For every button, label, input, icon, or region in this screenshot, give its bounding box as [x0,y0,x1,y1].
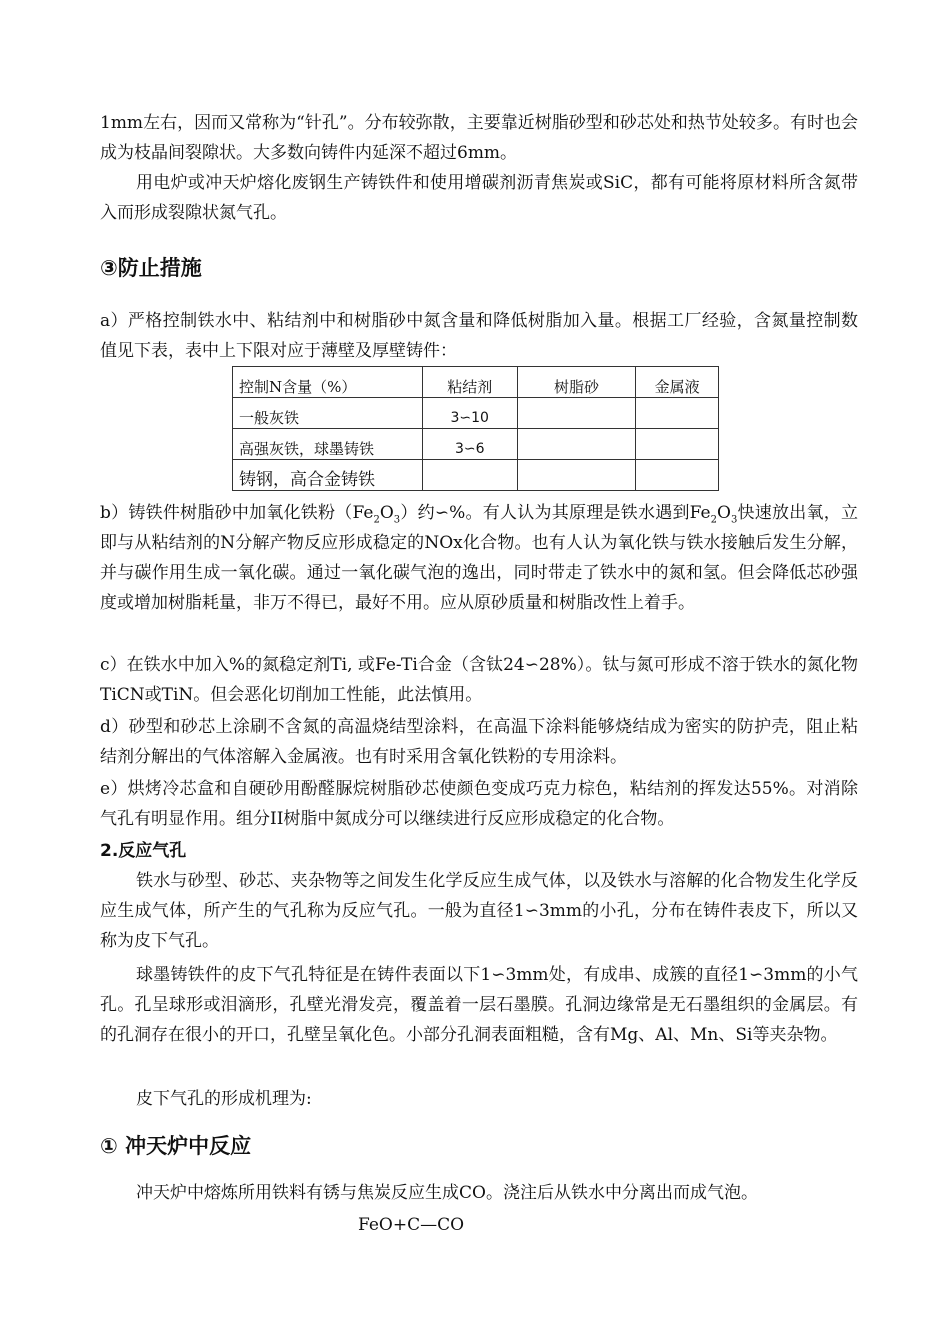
table-row [233,460,719,491]
paragraph-pinhole: 1mm左右，因而又常称为“针孔”。分布较弥散，主要靠近树脂砂型和砂芯处和热节处较多。有时也会成为枝晶间裂隙状。大多数向铸件内延深不超过6mm。 [100,113,858,163]
paragraph-cupola: 冲天炉中熔炼所用铁料有锈与焦炭反应生成CO。浇注后从铁水中分离出而成气泡。 [136,1183,758,1203]
text-run: b）铸铁件树脂砂中加氧化铁粉（Fe [100,503,374,523]
table-cell [636,460,719,491]
text-run: ）约∽%。有人认为其原理是铁水遇到Fe [400,503,711,523]
table-cell [636,398,719,429]
paragraph-measure-e: e）烘烤冷芯盒和自硬砂用酚醛脲烷树脂砂芯使颜色变成巧克力棕色，粘结剂的挥发达55%。对消除气孔有明显作用。组分II树脂中氮成分可以继续进行反应形成稳定的化合物。 [100,779,858,829]
table-row [233,398,719,429]
text-run: 快速放出氧，立即与从粘结剂的N分解产物反应形成稳定的NOx化合物。也有人认为氧化铁与铁水接触后发生分解，并与碳作用生成一氧化碳。通过一氧化碳气泡的逸出，同时带走了铁水中的氮和氢。但会降低芯砂强度或增加树脂耗量，非万不得已，最好不用。应从原砂质量和树脂改性上着手。 [100,503,859,613]
paragraph-measure-a: a）严格控制铁水中、粘结剂中和树脂砂中氮含量和降低树脂加入量。根据工厂经验，含氮量控制数值见下表，表中上下限对应于薄壁及厚壁铸件： [100,311,858,361]
text-run: O [379,503,394,523]
text-run: O [717,503,731,523]
table-cell: 铸钢，高合金铸铁 [233,460,423,491]
paragraph-ductile-iron-pores: 球墨铸铁件的皮下气孔特征是在铸件表面以下1∽3mm处，有成串、成簇的直径1∽3mm的小气孔。孔呈球形或泪滴形，孔壁光滑发亮，覆盖着一层石墨膜。孔洞边缘常是无石墨组织的金属层。有的孔洞存在很小的开口，孔壁呈氧化色。小部分孔洞表面粗糙，含有Mg、Al、Mn、Si等夹杂物。 [100,965,858,1045]
table-header-cell: 控制N含量（%） [233,367,423,398]
table-header-cell: 粘结剂 [422,367,517,398]
table-cell [517,460,635,491]
table-cell [517,429,635,460]
table-header-cell: 树脂砂 [517,367,635,398]
table-cell: 一般灰铁 [233,398,423,429]
subscript: 3 [730,514,738,526]
table-cell: 高强灰铁，球墨铸铁 [233,429,423,460]
table-cell [517,398,635,429]
subscript: 3 [393,514,401,526]
heading-reaction-pores: 2.反应气孔 [100,841,187,861]
table-row [233,429,719,460]
heading-prevention: ③防止措施 [100,256,202,280]
table-header-row [233,367,719,398]
paragraph-measure-b [100,498,858,618]
subscript: 2 [373,514,380,526]
nitrogen-table [232,366,719,491]
paragraph-measure-c: c）在铁水中加入%的氮稳定剂Ti, 或Fe-Ti合金（含钛24∽28%）。钛与氮可形成不溶于铁水的氮化物TiCN或TiN。但会恶化切削加工性能，此法慎用。 [100,655,858,705]
table-cell [636,429,719,460]
table-cell: 3∽6 [422,429,517,460]
formula-feo-c-co: FeO+C—CO [358,1215,465,1235]
heading-cupola-reaction: ① 冲天炉中反应 [100,1134,252,1158]
table-cell [422,460,517,491]
paragraph-reaction-definition: 铁水与砂型、砂芯、夹杂物等之间发生化学反应生成气体，以及铁水与溶解的化合物发生化学反应生成气体，所产生的气孔称为反应气孔。一般为直径1∽3mm的小孔，分布在铸件表皮下，所以又称为皮下气孔。 [100,871,858,951]
paragraph-mechanism-intro: 皮下气孔的形成机理为: [136,1089,312,1109]
paragraph-measure-d: d）砂型和砂芯上涂刷不含氮的高温烧结型涂料，在高温下涂料能够烧结成为密实的防护壳，阻止粘结剂分解出的气体溶解入金属液。也有时采用含氧化铁粉的专用涂料。 [100,717,858,767]
paragraph-nitrogen-source: 用电炉或冲天炉熔化废钢生产铸铁件和使用增碳剂沥青焦炭或SiC，都有可能将原材料所含氮带入而形成裂隙状氮气孔。 [100,173,858,223]
subscript: 2 [710,514,717,526]
table-header-cell: 金属液 [636,367,719,398]
table-cell: 3∽10 [422,398,517,429]
